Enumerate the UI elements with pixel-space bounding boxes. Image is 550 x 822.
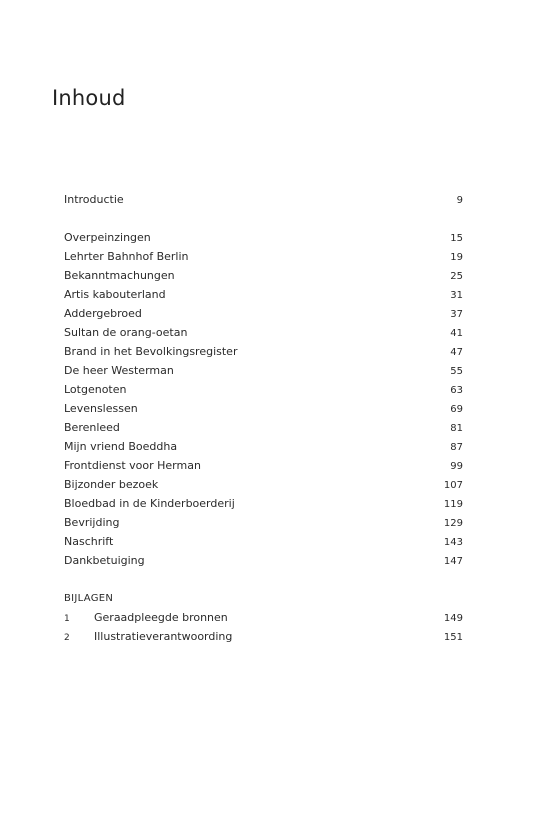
appendix-page: 151: [443, 632, 463, 643]
toc-entry-page: 107: [443, 480, 463, 491]
toc-chapter-list: [64, 228, 463, 570]
toc-entry-page: 99: [450, 461, 463, 472]
toc-entry-title: Dankbetuiging: [64, 554, 145, 567]
toc-entry-title: Bijzonder bezoek: [64, 478, 159, 491]
toc-entry-page: 9: [456, 195, 463, 206]
toc-entry-title: Brand in het Bevolkingsregister: [64, 345, 238, 358]
appendix-title: Illustratieverantwoording: [94, 630, 233, 643]
toc-entry-title: Naschrift: [64, 535, 114, 548]
appendix-page: 149: [443, 613, 463, 624]
toc-entry-page: 147: [443, 556, 463, 567]
toc-entry-page: 69: [450, 404, 463, 415]
toc-entry-title: Levenslessen: [64, 402, 138, 415]
toc-entry-page: 31: [450, 290, 463, 301]
toc-entry: [64, 266, 463, 285]
toc-entry: [64, 247, 463, 266]
toc-entry: [64, 361, 463, 380]
toc-entry-page: 37: [450, 309, 463, 320]
toc-entry: [64, 228, 463, 247]
toc-entry: [64, 418, 463, 437]
toc-entry: [64, 304, 463, 323]
toc-entry: [64, 494, 463, 513]
toc-entry-page: 47: [450, 347, 463, 358]
toc-entry-page: 119: [443, 499, 463, 510]
appendix-entry: [64, 627, 463, 646]
spacer: [64, 209, 463, 228]
toc-entry-intro: [64, 190, 463, 209]
toc-entry-title: Introductie: [64, 193, 124, 206]
page-title: Inhoud: [52, 86, 126, 110]
appendix-number: 2: [64, 633, 70, 643]
toc-entry-title: Lotgenoten: [64, 383, 127, 396]
toc-entry-page: 81: [450, 423, 463, 434]
toc-entry-page: 41: [450, 328, 463, 339]
toc-entry-title: Bloedbad in de Kinderboerderij: [64, 497, 235, 510]
table-of-contents: [64, 190, 463, 646]
toc-entry-page: 143: [443, 537, 463, 548]
toc-entry-title: Bevrijding: [64, 516, 120, 529]
toc-entry-page: 55: [450, 366, 463, 377]
toc-entry-title: Addergebroed: [64, 307, 142, 320]
toc-entry: [64, 285, 463, 304]
toc-entry-page: 87: [450, 442, 463, 453]
toc-entry: [64, 437, 463, 456]
toc-entry-page: 25: [450, 271, 463, 282]
toc-entry: [64, 475, 463, 494]
toc-entry: [64, 380, 463, 399]
toc-entry: [64, 399, 463, 418]
toc-entry: [64, 551, 463, 570]
toc-entry-title: De heer Westerman: [64, 364, 174, 377]
toc-entry: [64, 532, 463, 551]
appendix-title: Geraadpleegde bronnen: [94, 611, 228, 624]
toc-entry-title: Artis kabouterland: [64, 288, 166, 301]
toc-entry: [64, 456, 463, 475]
toc-entry: [64, 342, 463, 361]
toc-entry: [64, 513, 463, 532]
toc-entry-page: 19: [450, 252, 463, 263]
appendix-number: 1: [64, 614, 70, 624]
toc-entry-title: Mijn vriend Boeddha: [64, 440, 178, 453]
toc-entry-page: 129: [443, 518, 463, 529]
toc-entry-title: Bekanntmachungen: [64, 269, 175, 282]
toc-entry-title: Overpeinzingen: [64, 231, 151, 244]
toc-entry-title: Frontdienst voor Herman: [64, 459, 201, 472]
toc-entry-title: Sultan de orang-oetan: [64, 326, 188, 339]
toc-entry: [64, 323, 463, 342]
toc-entry-page: 15: [450, 233, 463, 244]
appendix-heading: BIJLAGEN: [64, 593, 114, 604]
toc-entry-title: Lehrter Bahnhof Berlin: [64, 250, 189, 263]
spacer: [64, 570, 463, 589]
appendix-entry: [64, 608, 463, 627]
toc-entry-page: 63: [450, 385, 463, 396]
toc-entry-title: Berenleed: [64, 421, 120, 434]
